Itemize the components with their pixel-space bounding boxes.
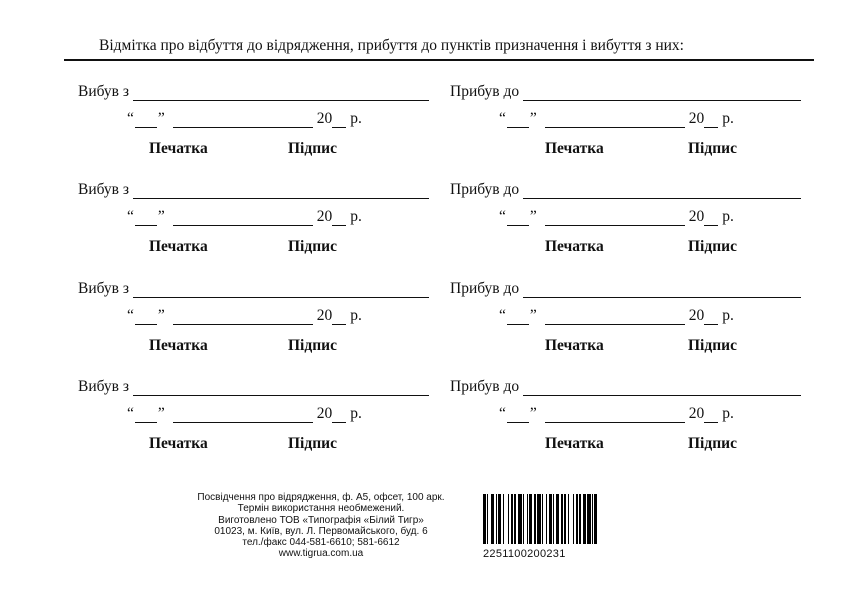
year-field[interactable] — [704, 408, 718, 423]
barcode-bars — [483, 494, 633, 544]
quote-open: “ — [499, 405, 506, 422]
quote-open: “ — [499, 208, 506, 225]
year-field[interactable] — [704, 211, 718, 226]
year-suffix: р. — [722, 110, 734, 127]
departure-mark-block — [78, 83, 478, 173]
arrival-mark-block — [450, 181, 850, 271]
year-prefix: 20 — [688, 405, 705, 422]
header-rule — [64, 59, 814, 61]
arrival-date-line — [499, 405, 734, 423]
departure-label: Вибув з — [78, 280, 129, 297]
print-info — [182, 492, 460, 560]
arrival-place-field[interactable] — [523, 283, 801, 298]
month-field[interactable] — [545, 113, 685, 128]
quote-open: “ — [127, 208, 134, 225]
month-field[interactable] — [173, 408, 313, 423]
arrival-mark-block — [450, 280, 850, 370]
quote-close: ” — [157, 208, 165, 225]
year-prefix: 20 — [688, 208, 705, 225]
departure-label: Вибув з — [78, 83, 129, 100]
arrival-place-field[interactable] — [523, 381, 801, 396]
quote-open: “ — [127, 405, 134, 422]
departure-place-line — [78, 378, 429, 396]
arrival-mark-block — [450, 83, 850, 173]
year-prefix: 20 — [316, 208, 333, 225]
arrival-label: Прибув до — [450, 280, 520, 297]
arrival-mark-block — [450, 378, 850, 468]
month-field[interactable] — [173, 113, 313, 128]
arrival-place-field[interactable] — [523, 86, 801, 101]
arrival-place-line — [450, 280, 801, 298]
signature-label: Підпис — [288, 140, 337, 157]
quote-close: ” — [157, 110, 165, 127]
departure-label: Вибув з — [78, 181, 129, 198]
quote-close: ” — [529, 208, 537, 225]
year-prefix: 20 — [688, 307, 705, 324]
day-field[interactable] — [507, 113, 529, 128]
print-info-line: тел./факс 044-581-6610; 581-6612 — [242, 537, 400, 549]
day-field[interactable] — [135, 408, 157, 423]
arrival-label: Прибув до — [450, 83, 520, 100]
year-suffix: р. — [350, 405, 362, 422]
quote-open: “ — [127, 110, 134, 127]
year-prefix: 20 — [316, 405, 333, 422]
quote-close: ” — [157, 405, 165, 422]
print-info-line: 01023, м. Київ, вул. Л. Первомайського, буд. 6 — [214, 525, 428, 537]
stamp-label: Печатка — [545, 337, 604, 354]
departure-place-field[interactable] — [133, 381, 429, 396]
arrival-place-line — [450, 83, 801, 101]
signature-label: Підпис — [288, 435, 337, 452]
departure-place-line — [78, 181, 429, 199]
stamp-label: Печатка — [545, 238, 604, 255]
month-field[interactable] — [173, 310, 313, 325]
departure-mark-block — [78, 280, 478, 370]
day-field[interactable] — [507, 408, 529, 423]
barcode-number: 2251100200231 — [483, 548, 566, 560]
departure-place-field[interactable] — [133, 283, 429, 298]
day-field[interactable] — [135, 211, 157, 226]
quote-open: “ — [127, 307, 134, 324]
year-suffix: р. — [722, 208, 734, 225]
print-info-line: Термін використання необмежений. — [237, 503, 405, 515]
month-field[interactable] — [545, 211, 685, 226]
year-field[interactable] — [332, 408, 346, 423]
stamp-label: Печатка — [149, 238, 208, 255]
print-info-line: Посвідчення про відрядження, ф. А5, офсет, 100 арк. — [197, 492, 445, 503]
year-field[interactable] — [332, 310, 346, 325]
year-prefix: 20 — [316, 307, 333, 324]
day-field[interactable] — [135, 113, 157, 128]
signature-label: Підпис — [688, 337, 737, 354]
year-suffix: р. — [350, 110, 362, 127]
stamp-label: Печатка — [545, 435, 604, 452]
print-info-line: www.tigrua.com.ua — [278, 548, 364, 560]
quote-open: “ — [499, 307, 506, 324]
year-field[interactable] — [332, 113, 346, 128]
departure-date-line — [127, 307, 362, 325]
arrival-date-line — [499, 110, 734, 128]
stamp-label: Печатка — [149, 337, 208, 354]
departure-place-field[interactable] — [133, 184, 429, 199]
departure-date-line — [127, 405, 362, 423]
month-field[interactable] — [545, 310, 685, 325]
stamp-label: Печатка — [149, 435, 208, 452]
year-suffix: р. — [350, 307, 362, 324]
departure-date-line — [127, 208, 362, 226]
year-prefix: 20 — [688, 110, 705, 127]
year-suffix: р. — [350, 208, 362, 225]
arrival-place-field[interactable] — [523, 184, 801, 199]
departure-label: Вибув з — [78, 378, 129, 395]
quote-close: ” — [529, 110, 537, 127]
day-field[interactable] — [507, 211, 529, 226]
quote-close: ” — [529, 307, 537, 324]
month-field[interactable] — [173, 211, 313, 226]
departure-place-field[interactable] — [133, 86, 429, 101]
year-prefix: 20 — [316, 110, 333, 127]
quote-close: ” — [529, 405, 537, 422]
departure-mark-block — [78, 378, 478, 468]
arrival-label: Прибув до — [450, 378, 520, 395]
year-field[interactable] — [332, 211, 346, 226]
year-suffix: р. — [722, 307, 734, 324]
stamp-label: Печатка — [545, 140, 604, 157]
signature-label: Підпис — [688, 435, 737, 452]
year-field[interactable] — [704, 113, 718, 128]
day-field[interactable] — [507, 310, 529, 325]
print-info-line: Виготовлено ТОВ «Типографія «Білий Тигр» — [218, 514, 424, 526]
year-field[interactable] — [704, 310, 718, 325]
month-field[interactable] — [545, 408, 685, 423]
barcode — [483, 494, 633, 560]
departure-mark-block — [78, 181, 478, 271]
arrival-place-line — [450, 181, 801, 199]
barcode-gap — [597, 494, 598, 544]
arrival-label: Прибув до — [450, 181, 520, 198]
departure-date-line — [127, 110, 362, 128]
signature-label: Підпис — [688, 238, 737, 255]
stamp-label: Печатка — [149, 140, 208, 157]
quote-open: “ — [499, 110, 506, 127]
quote-close: ” — [157, 307, 165, 324]
departure-place-line — [78, 83, 429, 101]
year-suffix: р. — [722, 405, 734, 422]
arrival-date-line — [499, 307, 734, 325]
page-header: Відмітка про відбуття до відрядження, прибуття до пунктів призначення і вибуття з них: — [99, 37, 684, 54]
signature-label: Підпис — [288, 337, 337, 354]
departure-place-line — [78, 280, 429, 298]
arrival-place-line — [450, 378, 801, 396]
signature-label: Підпис — [288, 238, 337, 255]
day-field[interactable] — [135, 310, 157, 325]
signature-label: Підпис — [688, 140, 737, 157]
arrival-date-line — [499, 208, 734, 226]
